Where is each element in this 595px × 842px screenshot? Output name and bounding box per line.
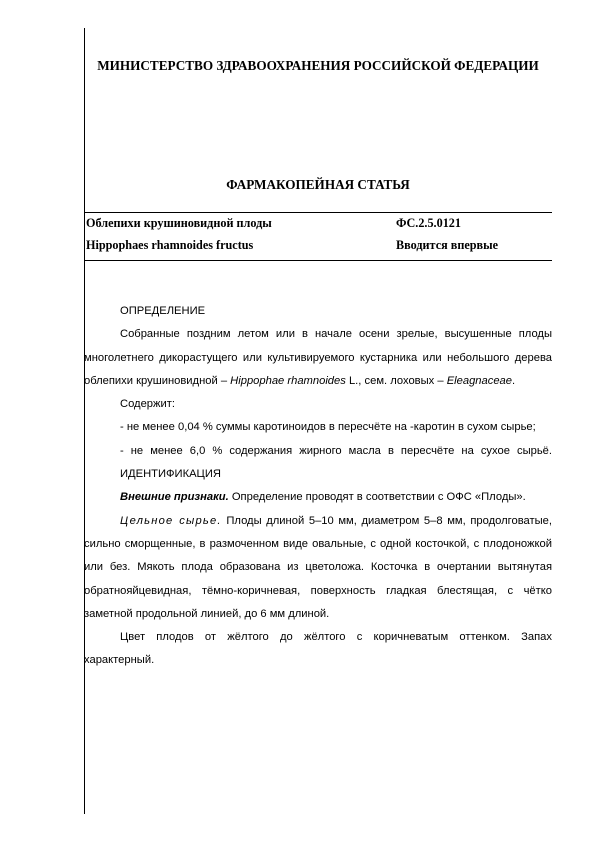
contains-item-carotenoids: - не менее 0,04 % суммы каротиноидов в пересчёте на -каротин в сухом сырье;	[120, 421, 536, 434]
definition-paragraph	[84, 323, 552, 393]
definition-text: Собранные поздним летом или в начале осени зрелые, высушенные плоды многолетнего дикорастущего или культивируемого кустарника или небольшого дерева облепихи крушиновидной –	[84, 328, 552, 387]
header-table-top-rule	[84, 212, 552, 213]
whole-raw-material-label: Цельное сырье.	[120, 514, 222, 527]
status-note: Вводится впервые	[396, 238, 499, 252]
article-body	[84, 300, 552, 673]
family-latin-name: Eleagnaceae	[446, 374, 513, 387]
whole-raw-material-paragraph	[84, 510, 552, 626]
contains-label: Содержит:	[120, 398, 175, 411]
identification-heading: ИДЕНТИФИКАЦИЯ	[120, 468, 221, 481]
header-table-bottom-rule	[84, 260, 552, 261]
species-author: L., сем. лоховых –	[345, 374, 447, 387]
color-smell-paragraph: Цвет плодов от жёлтого до жёлтого с коричневатым оттенком. Запах характерный.	[84, 631, 552, 667]
plant-name-latin: Hippophaes rhamnoides fructus	[86, 238, 254, 252]
family-end: .	[512, 374, 516, 387]
whole-raw-material-text: Плоды длиной 5–10 мм, диаметром 5–8 мм, продолговатые, сильно сморщенные, в размоченном виде овальные, с одной косточкой, с плодоножкой или без. Мякоть плода образована из цветоложа. Косточка в очертании вытянутая обратнояйцевидная, тёмно-коричневая, поверхность гладкая блестящая, с чётко заметной продольной линией, до 6 мм длиной.	[84, 514, 552, 620]
external-features-text: Определение проводят в соответствии с ОФС «Плоды».	[228, 491, 526, 504]
document-code: ФС.2.5.0121	[396, 216, 461, 230]
contains-item-oil: - не менее 6,0 % содержания жирного масла в пересчёте на сухое сырьё.	[120, 444, 552, 457]
ministry-heading: МИНИСТЕРСТВО ЗДРАВООХРАНЕНИЯ РОССИЙСКОЙ ФЕДЕРАЦИИ	[97, 58, 539, 73]
external-features-paragraph	[84, 486, 552, 509]
document-title: ФАРМАКОПЕЙНАЯ СТАТЬЯ	[226, 177, 410, 192]
plant-name-russian: Облепихи крушиновидной плоды	[86, 216, 272, 230]
external-features-label: Внешние признаки.	[120, 491, 229, 504]
species-latin-name: Hippophae rhamnoides	[230, 374, 346, 387]
definition-heading: ОПРЕДЕЛЕНИЕ	[120, 305, 206, 317]
